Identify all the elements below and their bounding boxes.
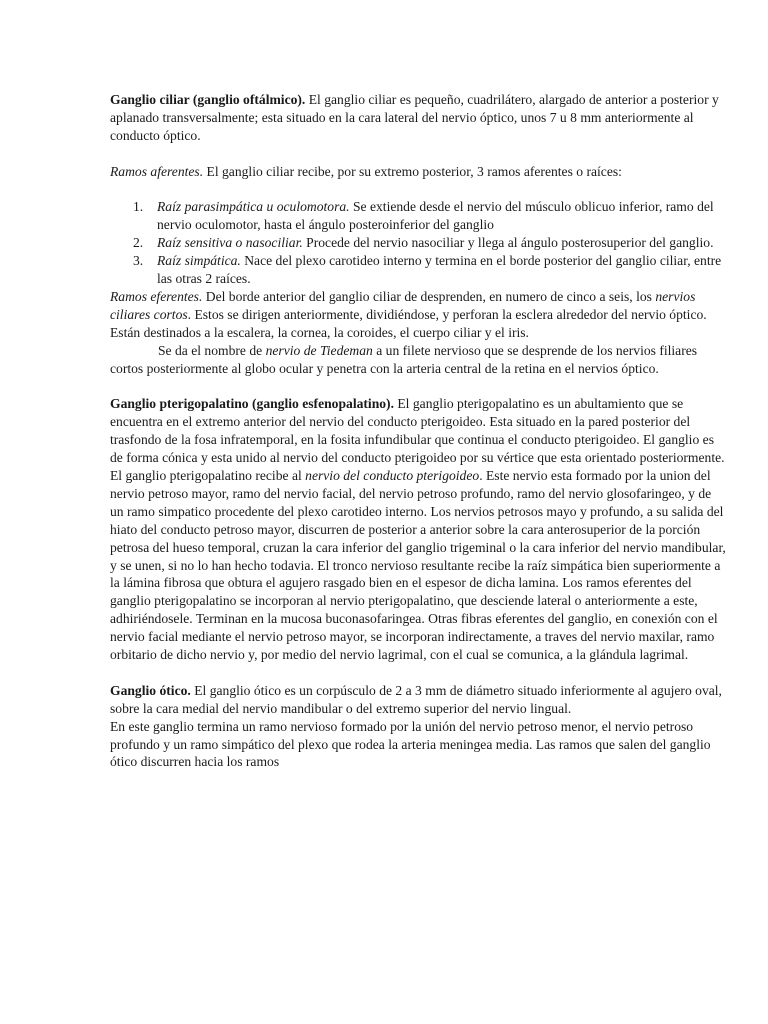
pterigo-paragraph-2 (110, 467, 728, 664)
otico-paragraph-2: En este ganglio termina un ramo nervioso formado por la unión del nervio petroso menor, el nervio petroso profundo y un ramo simpático del plexo que rodea la arteria meningea media. Las ramos que salen del ganglio ótico discurren hacia los ramos (110, 718, 711, 770)
list-item (110, 252, 728, 288)
tiedeman-text-1: Se da el nombre de (158, 342, 266, 358)
tiedeman-text-2: a un filete nervioso que se desprende de los nervios filiares cortos posteriormente al globo ocular y penetra con la arteria central de la retina en el nervios óptico. (110, 342, 698, 376)
eferentes-text-1: Del borde anterior del ganglio ciliar de desprenden, en numero de cinco a seis, los (202, 288, 656, 304)
eferentes-paragraph (110, 288, 728, 342)
eferentes-label: Ramos eferentes. (110, 288, 203, 304)
paragraph-gap (110, 145, 728, 163)
root-title: Raíz parasimpática u oculomotora. (157, 199, 350, 215)
list-item (110, 198, 728, 234)
ciliar-intro-text: El ganglio ciliar es pequeño, cuadrilátero, alargado de anterior a posterior y aplanado transversalmente; esta situado en la cara lateral del nervio óptico, unos 7 u 8 mm anteriormente al conducto óptico. (110, 92, 719, 143)
pterigo-intro-paragraph (110, 395, 728, 467)
section-heading-pterigo: Ganglio pterigopalatino (ganglio esfenopalatino). (110, 396, 394, 412)
aferentes-text: El ganglio ciliar recibe, por su extremo posterior, 3 ramos aferentes o raíces: (203, 163, 622, 179)
root-text: Se extiende desde el nervio del músculo oblicuo inferior, ramo del nervio oculomotor, hasta el ángulo posteroinferior del ganglio (157, 199, 714, 233)
paragraph-gap (110, 664, 728, 682)
section-heading-ciliar: Ganglio ciliar (ganglio oftálmico). (110, 92, 306, 107)
pterigo-p2-italic: nervio del conducto pterigoideo (305, 467, 480, 483)
root-title: Raíz sensitiva o nasociliar. (157, 235, 303, 251)
tiedeman-paragraph (110, 342, 728, 378)
root-text: Procede del nervio nasociliar y llega al ángulo posterosuperior del ganglio. (302, 235, 714, 251)
roots-list (110, 198, 728, 288)
list-number: 2. (133, 235, 144, 251)
pterigo-intro-text: El ganglio pterigopalatino es un abultamiento que se encuentra en el extremo anterior del nervio del conducto pterigoideo. Esta situado en la pared posterior del trasfondo de la fosa infratemporal, en la fosita infundibular que continua el conducto pterigoideo. El ganglio es de forma cónica y esta unido al nervio del conducto pterigoideo por su vértice que esta orientado posteriormente. (110, 396, 725, 466)
tiedeman-italic: nervio de Tiedeman (265, 342, 373, 358)
otico-intro-text: El ganglio ótico es un corpúsculo de 2 a 3 mm de diámetro situado inferiormente al agujero oval, sobre la cara medial del nervio mandibular o del extremo superior del nervio lingual. (110, 682, 722, 716)
list-item (110, 234, 728, 252)
section-heading-otico: Ganglio ótico. (110, 682, 191, 698)
pterigo-p2-text-2: . Este nervio esta formado por la union del nervio petroso mayor, ramo del nervio facial, del nervio petroso profundo, ramo del nervio glosofaringeo, y de un ramo simpatico procedente del plexo carotideo interno. Los nervios petrosos mayo y profundo, a su salida del hiato del conducto petroso mayor, discurren de posterior a anterior sobre la cara anterosuperior de la porción petrosa del hueso temporal, cruzan la cara inferior del ganglio trigeminal o la cara inferior del nervio mandibular, y se unen, si no lo han hecho todavia. El tronco nervioso resultante recibe la raíz simpática bien superiormente a la lámina fibrosa que obtura el agujero rasgado bien en el espesor de dicha lamina. Los ramos eferentes del ganglio pterigopalatino se incorporan al nervio pterigopalatino, que desciende lateral o anteriormente a este, adhiriéndosele. Terminan en la mucosa buconasofaringea. Otras fibras eferentes del ganglio, en conexión con el nervio facial mediante el nervio petroso mayor, se incorporan indirectamente, a traves del nervio maxilar, ramo orbitario de dicho nervio y, por medio del nervio lagrimal, con el cual se comunica, a la glándula lagrimal. (110, 467, 726, 663)
ciliar-intro-paragraph (110, 91, 728, 145)
root-text: Nace del plexo carotideo interno y termina en el borde posterior del ganglio ciliar, entre las otras 2 raíces. (157, 253, 722, 287)
paragraph-gap (110, 377, 728, 395)
otico-intro-paragraph (110, 682, 728, 718)
aferentes-label: Ramos aferentes. (110, 163, 204, 179)
list-number: 3. (133, 253, 144, 269)
pterigo-p2-text-1: El ganglio pterigopalatino recibe al (110, 467, 306, 483)
root-title: Raíz simpática. (157, 253, 241, 269)
eferentes-italic: nervios ciliares cortos (110, 288, 696, 322)
list-number: 1. (133, 199, 144, 215)
aferentes-paragraph (110, 163, 728, 181)
paragraph-gap (110, 181, 728, 199)
eferentes-text-2: . Estos se dirigen anteriormente, dividiéndose, y perforan la esclera alrededor del nervio óptico. Están destinados a la escalera, la cornea, la coroides, el cuerpo ciliar y el iris. (110, 306, 707, 340)
